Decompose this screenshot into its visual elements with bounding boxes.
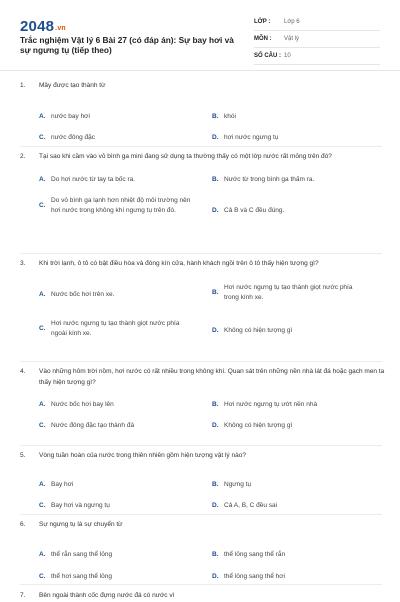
option-d[interactable]: D. thể lỏng sang thể hơi <box>212 572 286 580</box>
option-b[interactable]: B. Hơi nước ngưng tụ tạo thành giọt nước phía trong kính xe. <box>212 283 353 301</box>
site-logo[interactable]: 2048.vn <box>20 18 66 35</box>
option-a[interactable]: A. Nước bốc hơi trên xe. <box>39 290 115 298</box>
page-header <box>0 0 400 71</box>
meta-row-subject: MÔN : Vật lý <box>254 31 380 48</box>
option-b[interactable]: B. thể lỏng sang thể rắn <box>212 550 286 558</box>
option-c[interactable]: C. Nước đông đặc tạo thành đá <box>39 422 135 429</box>
divider <box>20 146 382 147</box>
option-c[interactable]: C. Bay hơi và ngưng tụ <box>39 501 110 509</box>
option-a[interactable]: A. nước bay hơi <box>39 112 90 120</box>
option-d[interactable]: D. Không có hiện tượng gì <box>212 326 293 334</box>
option-a[interactable]: A. Bay hơi <box>39 480 74 488</box>
option-b[interactable]: B. Nước từ trong bình ga thấm ra. <box>212 175 315 183</box>
option-d[interactable]: D. Cả B và C đều đúng. <box>212 206 285 214</box>
question-stem: 6. Sự ngưng tụ là sự chuyển từ <box>20 521 123 528</box>
option-c[interactable]: C. Do vỏ bình ga lạnh hơn nhiệt độ môi trường nên hơi nước trong không khí ngưng tụ trên đó. <box>39 196 191 214</box>
question-stem: 4. Vào những hôm trời nồm, hơi nước có rất nhiều trong không khí. Quan sát trên những nền nhà lát đá hoặc gạch men ta thấy hiện tượng gì? <box>20 368 385 386</box>
option-d[interactable]: D. Không có hiện tượng gì <box>212 422 293 429</box>
option-a[interactable]: A. Do hơi nước từ tay ta bốc ra. <box>39 175 136 183</box>
question-stem: 7. Bên ngoài thành cốc đựng nước đá có nước vì <box>20 592 175 599</box>
question-3 <box>20 259 385 340</box>
quiz-meta <box>254 14 380 65</box>
question-1 <box>20 81 385 144</box>
question-4 <box>20 367 385 444</box>
option-c[interactable]: C. thể hơi sang thể lỏng <box>39 572 113 580</box>
option-d[interactable]: D. hơi nước ngưng tụ <box>212 133 279 141</box>
option-d[interactable]: D. Cả A, B, C đều sai <box>212 501 278 509</box>
option-b[interactable]: B. khói <box>212 112 236 120</box>
question-5 <box>20 451 385 514</box>
option-b[interactable]: B. Hơi nước ngưng tụ ướt nền nhà <box>212 401 318 408</box>
divider <box>20 514 382 515</box>
question-stem: 1. Mây được tạo thành từ <box>20 82 106 89</box>
meta-row-class: LỚP : Lớp 6 <box>254 14 380 31</box>
option-c[interactable]: C. Hơi nước ngưng tụ tạo thành giọt nước phía ngoài kính xe. <box>39 319 180 337</box>
meta-row-count: SỐ CÂU : 10 <box>254 48 380 65</box>
divider <box>20 253 382 254</box>
divider <box>20 361 382 362</box>
question-stem: 3. Khi trời lạnh, ô tô có bật điều hòa và đóng kín cửa, hành khách ngồi trên ô tô thấy hiện tượng gì? <box>20 260 319 267</box>
option-b[interactable]: B. Ngưng tụ <box>212 480 252 488</box>
option-c[interactable]: C. nước đông đặc <box>39 133 96 141</box>
option-a[interactable]: A. Nước bốc hơi bay lên <box>39 401 114 408</box>
option-a[interactable]: A. thể rắn sang thể lỏng <box>39 550 113 558</box>
divider <box>20 584 382 585</box>
question-stem: 2. Tại sao khi cầm vào vỏ bình ga mini đang sử dụng ta thường thấy có một lớp nước rất mỏng trên đó? <box>20 153 332 160</box>
question-2 <box>20 152 385 233</box>
divider <box>20 445 382 446</box>
question-6 <box>20 520 385 583</box>
page-title: Trắc nghiệm Vật lý 6 Bài 27 (có đáp án): Sự bay hơi và sự ngưng tụ (tiếp theo) <box>20 35 234 55</box>
question-stem: 5. Vòng tuần hoàn của nước trong thiên nhiên gồm hiện tượng vật lý nào? <box>20 452 246 459</box>
